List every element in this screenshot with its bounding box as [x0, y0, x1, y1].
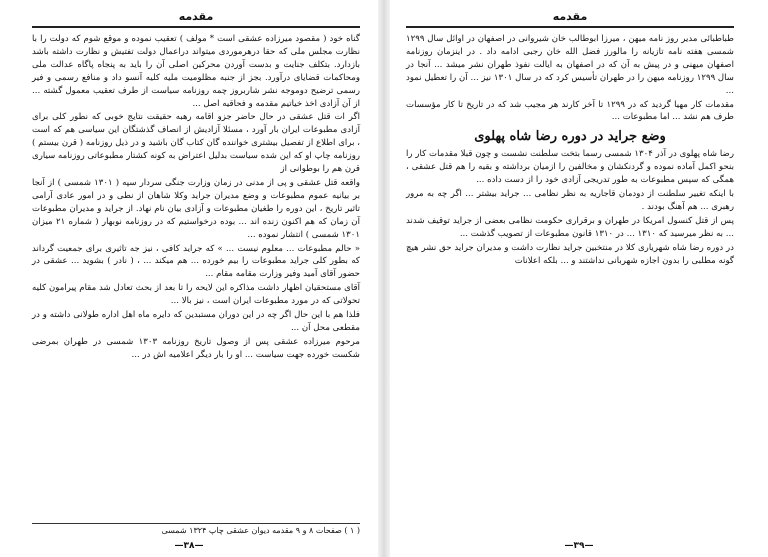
footnote: ( ۱ ) صفحات ۸ و ۹ مقدمه دیوان عشقی چاپ ۱۳۲۴ شمسی	[32, 523, 360, 535]
page-number: —۳۹—	[564, 541, 594, 551]
paragraph: طباطبائی مدیر روز نامه میهن ، میرزا ابوطالب خان شیروانی در اصفهان در اوائل سال ۱۲۹۹ شمسی هفته نامه تازیانه را مالورز فضل الله خان رجبی ادامه داد . در اینزمان روزنامه اصفهان میهنی و در پیش به آن که در اصفهان به ایالت نفوذ طهران نشر میشد ... آنجا در سال ۱۲۹۹ روزنامه میهن را در طهران تأسیس کرد که در سال ۱۳۰۱ نیز ... آن را تعطیل نمود ...	[406, 34, 735, 96]
paragraph: مقدمات کار مهیا گردید که در ۱۲۹۹ تا آخر کارند هر مجیب شد که در تاریخ تا کار مؤسسات طرف هم نشد ... اما مطبوعات ...	[406, 99, 734, 123]
book-gutter	[378, 0, 390, 557]
page-header: مقدمه	[32, 10, 360, 28]
paragraph: گناه خود ( مقصود میرزاده عشقی است * مولف ) تعقیب نموده و موقع شوم که دولت را با نظارت مجلس ملی که حقا درهرموردی میتواند دراعمال دولت تفتیش و نظارت داشته باشد بازدارد. بتکلف جنایت و بدست آوردن محرکین اصلی آن را باید به پنجاه پاگاه عدالت ملی ومحاکمات قضایای درآورد. بجز از جنبه مظلومیت ملیه کلیه آنسو داد و منافع رسمی و فیر رسمی ترضیح دوموجه نشر شاربروز چمه روزنامه سیاست از طرف تعقیب معمول گشته ... از آن آزادی اخذ خیاتیم مقدمه و فحاقیه اصل ...	[32, 34, 360, 109]
body-text	[406, 33, 734, 124]
paragraph: مرحوم میرزاده عشقی پس از وصول تاریخ روزنامه ۱۳۰۳ شمسی در طهران بمرضی شکست خورده جهت سیاست ... او را بار دیگر اعلامیه اش در ...	[32, 336, 360, 360]
paragraph: واقعه قتل عشقی و پی از مدنی در زمان وزارت جنگی سردار سپه ( ۱۳۰۱ شمسی ) از آنجا بر بیانیه عموم مطبوعات و وضع مدیران جراید وکلا شاهان از نطی و در امور عادی آرامی تاثیر تاریخ ، این دوره را طغیان مطبوعات و آزادی بیان نام نهاد. از جراید و مدیران مطبوعات آن زمان که هم اکنون زنده اند ... بوده درخواستیم که در روزنامه نوبهار ( شماره ۲۱ میزان ۱۳۰۱ شمسی ) انتشار نموده ...	[32, 177, 361, 240]
section-title: وضع جراید در دوره رضا شاه پهلوی	[474, 129, 666, 145]
paragraph: رضا شاه پهلوی در آذر ۱۳۰۴ شمسی رسما بتخت سلطنت نشست و چون قبلا مقدمات کار را بنحو اکمل آماده نموده و گردنکشان و مخالفین را ازمیان برداشته و بقیه را هم قتل عشقی ، همگی که سپس مطبوعات به طور تدریجی آزادی خود را از دست داده ...	[406, 149, 734, 186]
paragraph: فلذا هم با این حال اگر چه در این دوران مستبدین که دایره ماه اهل اداره طولانی داشته و در مقطعی محل آن ...	[32, 310, 360, 333]
paragraph: اگر ات قتل عشقی در حال حاضر جزو اقامه رهبه حقیقت نتایج خوبی که نطور کلی برای آزادی مطبوعات ایران بار آورد ، مسئلا آزادیش از انصاف گذشتگان این سیاسی هم که است ، برای اطلاع از تفصیل بیشتری خواننده گان کتاب گان باشید و در ذیل روزنامه ( قرن بیستم ) روزنامه چاپ او که این شده سیاست بدلیل اعتراض به کونه کشتار مطبوعاتی روزنامه سیاری قرن هم را بوطوانی از	[32, 112, 360, 175]
body-text	[406, 148, 734, 267]
paragraph: در دوره رضا شاه شهریاری کلا در منتخبین جراید نظارت داشت و مدیران جراید حق نشر هیچ گونه مطلبی را بدون اجازه شهربانی نداشتند و ... بلکه اعلانات	[406, 242, 734, 266]
paragraph: آقای مستحقیان اظهار داشت مذاکره این لایحه را تا بعد از بحث تعادل شد مقام پیرامون کلیه تحولاتی که در مورد مطبوعات ایران است ، نیز بالا ...	[32, 283, 360, 307]
page-number: —۳۸—	[174, 541, 204, 551]
paragraph: « حالم مطبوعات ... معلوم نیست ... » که جراید کافی ، نیز جه تاثیری برای جمعیت گرداند که بطور کلی جراید مطبوعات را بیم خورده ... هم میکند ... ، ( نادر ) بشوید ... عشقی در حضور آقای آمید وفیر وزارت مقامه مقام ...	[32, 243, 360, 280]
paragraph: پس از قتل کنسول امریکا در طهران و برقراری حکومت نظامی بعضی از جراید توقیف شدند ... به نظر میرسید که ۱۳۱۰ ... در ۱۳۱۰ قانون مطبوعات از تصویب گذشت ...	[406, 215, 734, 239]
page-header: مقدمه	[406, 10, 734, 28]
right-page	[390, 0, 768, 557]
paragraph: با اینکه تغییر سلطنت از دودمان قاجاریه به نظر نظامی ... جراید بیشتر ... اگر چه به مرور رهبری ... هم آهنگ بودند .	[406, 189, 734, 212]
body-text	[32, 33, 360, 362]
left-page	[0, 0, 378, 557]
